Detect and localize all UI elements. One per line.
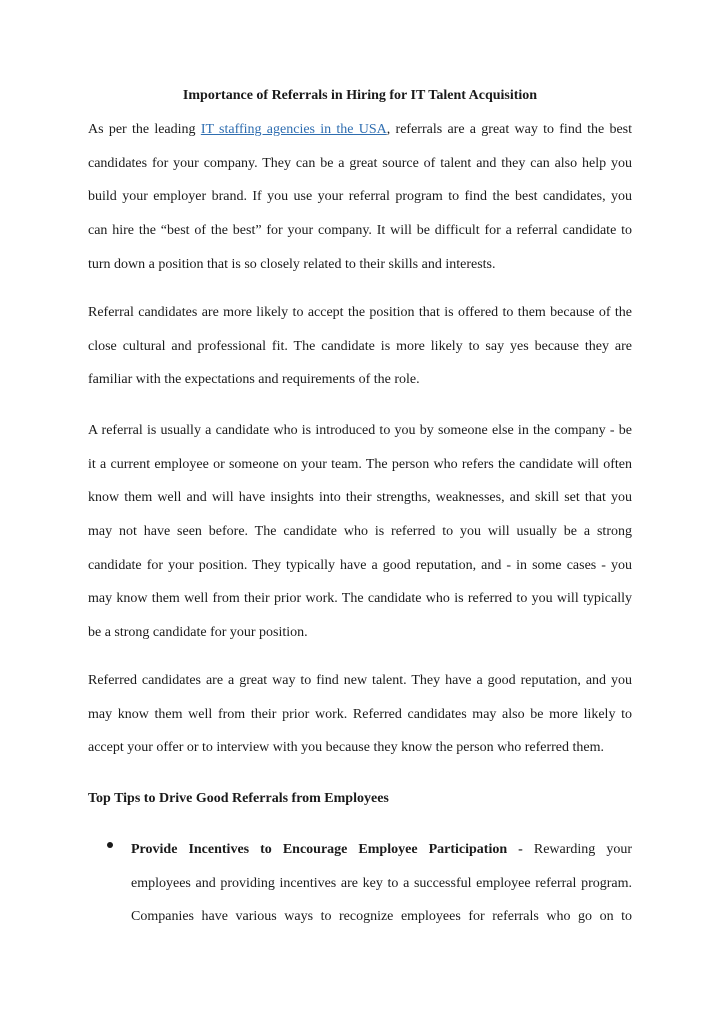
- paragraph-4: [88, 664, 632, 765]
- bullet-line-1-rest: Rewarding your: [533, 842, 633, 857]
- paragraph-4-line-1: Referred candidates are a great way to find new talent. They have a good reputation, and you: [88, 673, 632, 688]
- paragraph-2: [88, 296, 632, 397]
- paragraph-1-line-1: [88, 113, 632, 147]
- paragraph-4-line-2: may know them well from their prior work. Referred candidates may also be more likely to: [88, 706, 632, 722]
- tips-bullet-list: [88, 833, 632, 934]
- list-item: [88, 833, 632, 934]
- paragraph-3-line-4: may not have seen before. The candidate who is referred to you will usually be a strong: [88, 524, 632, 540]
- paragraph-1-line-4: can hire the “best of the best” for your company. It will be difficult for a referral candidate to: [88, 223, 632, 239]
- paragraph-3-line-1: A referral is usually a candidate who is introduced to you by someone else in the company - be: [88, 423, 632, 438]
- paragraph-1: [88, 113, 632, 281]
- paragraph-3-line-7: be a strong candidate for your position.: [88, 625, 308, 641]
- paragraph-3-line-3: know them well and will have insights into their strengths, weaknesses, and skill set that you: [88, 490, 632, 506]
- paragraph-2-line-3: familiar with the expectations and requirements of the role.: [88, 372, 420, 388]
- it-staffing-agencies-link[interactable]: IT staffing agencies in the USA: [200, 122, 387, 137]
- paragraph-2-line-1: Referral candidates are more likely to accept the position that is offered to them because of the: [88, 305, 632, 320]
- paragraph-1-suffix: , referrals are a great way to find the best: [386, 122, 632, 137]
- paragraph-3: [88, 414, 632, 650]
- bullet-line-3: Companies have various ways to recognize employees for referrals who go on to: [131, 909, 632, 925]
- paragraph-1-line-5: turn down a position that is so closely related to their skills and interests.: [88, 256, 496, 272]
- bullet-dot-icon: [107, 842, 113, 848]
- paragraph-3-line-6: may know them well from their prior work. The candidate who is referred to you will typically: [88, 591, 632, 607]
- paragraph-4-line-3: accept your offer or to interview with you because they know the person who referred them.: [88, 740, 605, 756]
- paragraph-1-line-3: build your employer brand. If you use your referral program to find the best candidates, you: [88, 189, 632, 205]
- paragraph-2-line-2: close cultural and professional fit. The candidate is more likely to say yes because they are: [88, 338, 632, 354]
- paragraph-3-line-5: candidate for your position. They typically have a good reputation, and - in some cases - you: [88, 557, 632, 573]
- bullet-line-1: [131, 833, 632, 867]
- paragraph-1-line-2: candidates for your company. They can be a great source of talent and they can also help you: [88, 155, 632, 171]
- document-title: Importance of Referrals in Hiring for IT Talent Acquisition: [182, 88, 538, 103]
- paragraph-3-line-2: it a current employee or someone on your team. The person who refers the candidate will often: [88, 456, 632, 472]
- bullet-bold-lead: Provide Incentives to Encourage Employee Participation -: [131, 842, 523, 857]
- bullet-line-2: employees and providing incentives are key to a successful employee referral program.: [131, 875, 632, 891]
- section-heading: Top Tips to Drive Good Referrals from Employees: [88, 791, 389, 806]
- paragraph-1-prefix: As per the leading: [88, 122, 201, 137]
